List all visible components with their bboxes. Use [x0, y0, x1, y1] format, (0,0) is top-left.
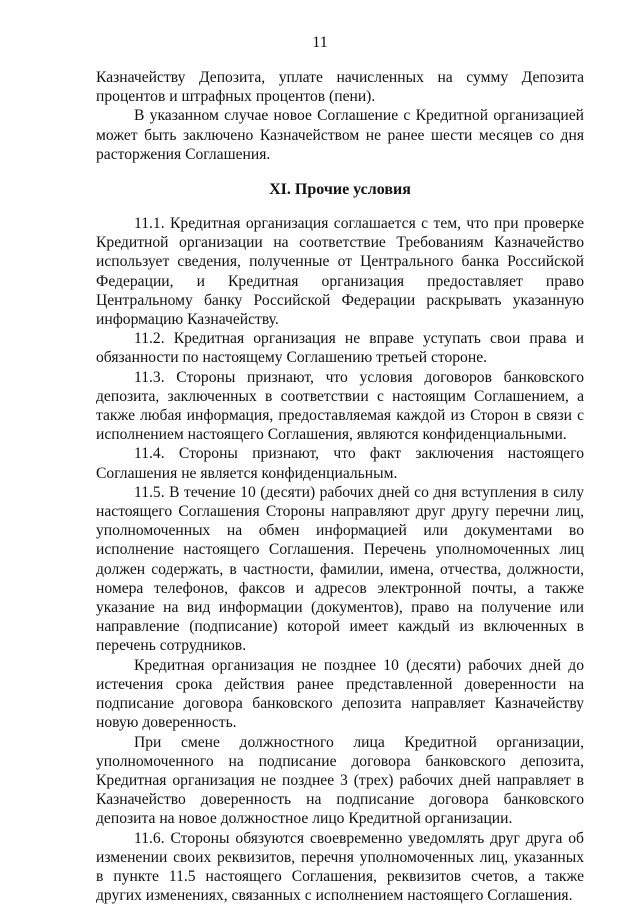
paragraph-continuation: Казначейству Депозита, уплате начисленных на сумму Депозита процентов и штрафных процентов (пени). — [96, 69, 584, 106]
paragraph-new-agreement: В указанном случае новое Соглашение с Кредитной организацией может быть заключено Казначейством не ранее шести месяцев со дня расторжения Соглашения. — [96, 107, 584, 163]
clause-11-5-power-of-attorney: Кредитная организация не позднее 10 (десяти) рабочих дней до истечения срока действия ранее представленной доверенности на подписание договора банковского депозита направляет Казначейству новую доверенность. — [96, 656, 584, 732]
document-body — [96, 68, 584, 905]
page-number: 11 — [312, 34, 328, 51]
clause-11-6: 11.6. Стороны обязуются своевременно уведомлять друг друга об изменении своих реквизитов, перечня уполномоченных лиц, указанных в пункте 11.5 настоящего Соглашения, реквизитов счетов, а также других изменениях, связанных с исполнением настоящего Соглашения. — [96, 829, 584, 905]
section-heading: XI. Прочие условия — [269, 181, 411, 199]
clause-11-4: 11.4. Стороны признают, что факт заключения настоящего Соглашения не является конфиденциальным. — [96, 445, 584, 482]
clause-11-2: 11.2. Кредитная организация не вправе уступать свои права и обязанности по настоящему Соглашению третьей стороне. — [96, 330, 584, 367]
clause-11-3: 11.3. Стороны признают, что условия договоров банковского депозита, заключенных в соответствии с настоящим Соглашением, а также любая информация, предоставляемая каждой из Сторон в связи с исполнением настоящего Соглашения, являются конфиденциальными. — [96, 368, 584, 444]
clause-11-1: 11.1. Кредитная организация соглашается с тем, что при проверке Кредитной организации на соответствие Требованиям Казначейство использует сведения, полученные от Центрального банка Российской Федерации, и Кредитная организация предоставляет право Центральному банку Российской Федерации раскрывать указанную информацию Казначейству. — [96, 215, 584, 329]
clause-11-5: 11.5. В течение 10 (десяти) рабочих дней со дня вступления в силу настоящего Соглашения Стороны направляют друг другу перечни лиц, уполномоченных на обмен информацией или документами во исполнение настоящего Соглашения. Перечень уполномоченных лиц должен содержать, в частности, фамилии, имена, отчества, должности, номера телефонов, факсов и адресов электронной почты, а также указание на вид информации (документов), право на получение или направление (подписание) которой имеет каждый из включенных в перечень сотрудников. — [96, 483, 584, 655]
clause-11-5-change-of-person: При смене должностного лица Кредитной организации, уполномоченного на подписание договора банковского депозита, Кредитная организация не позднее 3 (трех) рабочих дней направляет в Казначейство доверенность на подписание договора банковского депозита на новое должностное лицо Кредитной организации. — [96, 733, 584, 828]
